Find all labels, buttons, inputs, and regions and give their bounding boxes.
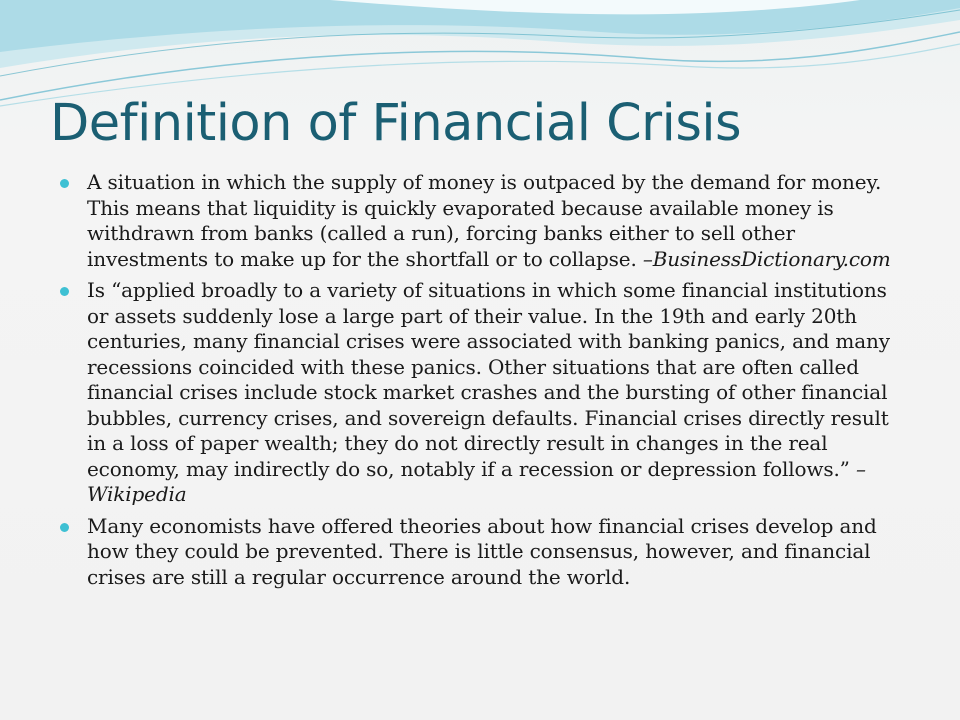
bullet-dot-icon [60,287,69,296]
bullet-item-1 [60,170,910,272]
bullet-list [60,170,910,596]
bullet-text: A situation in which the supply of money is outpaced by the demand for money. This means that liquidity is quickly evaporated because available money is withdrawn from banks (called a run), forcing banks either to sell other investments to make up for the shortfall or to collapse. [87,170,882,271]
bullet-source: –Wikipedia [87,456,866,506]
bullet-item-3 [60,514,910,591]
bullet-text: Many economists have offered theories about how financial crises develop and how they could be prevented. There is little consensus, however, and financial crises are still a regular occurrence around the world. [87,513,877,589]
bullet-text: Is “applied broadly to a variety of situations in which some financial institutions or assets suddenly lose a large part of their value. In the 19th and early 20th centuries, many financial crises were associated with banking panics, and many recessions coincided with these panics. Other situations that are often called financial crises include stock market crashes and the bursting of other financial bubbles, currency crises, and sovereign defaults. Financial crises directly result in a loss of paper wealth; they do not directly result in changes in the real economy, may indirectly do so, notably if a recession or depression follows.” [87,278,890,481]
bullet-source: –BusinessDictionary.com [642,246,891,271]
bullet-dot-icon [60,179,69,188]
bullet-item-2 [60,278,910,508]
slide-title: Definition of Financial Crisis [50,94,742,153]
bullet-dot-icon [60,523,69,532]
